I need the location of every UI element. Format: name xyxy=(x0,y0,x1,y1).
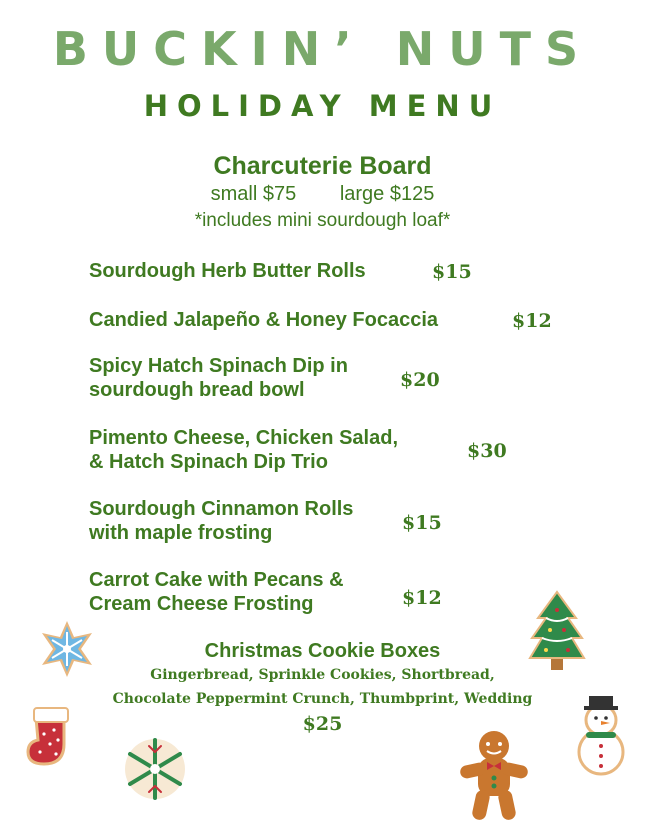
menu-item xyxy=(89,426,398,474)
item-price: $12 xyxy=(402,587,442,609)
charcuterie-section xyxy=(0,152,645,232)
charcuterie-small-price: small $75 xyxy=(210,183,297,205)
charcuterie-note: *includes mini sourdough loaf* xyxy=(194,210,451,231)
cookie-box-title: Christmas Cookie Boxes xyxy=(204,640,441,662)
item-name xyxy=(89,568,344,616)
charcuterie-prices xyxy=(0,183,645,206)
charcuterie-large-price: large $125 xyxy=(339,183,435,205)
menu-item xyxy=(89,259,366,283)
christmas-tree-cookie-icon xyxy=(528,588,586,674)
item-price: $15 xyxy=(402,512,442,534)
menu-item xyxy=(89,354,348,402)
cookie-box-price: $25 xyxy=(302,713,343,735)
stocking-cookie-icon xyxy=(22,704,84,770)
menu-item xyxy=(89,568,344,616)
item-name-line: Cream Cheese Frosting xyxy=(89,593,314,615)
menu-item xyxy=(89,497,353,545)
item-price: $20 xyxy=(400,369,440,391)
cookie-box-line: Chocolate Peppermint Crunch, Thumbprint, Wedding xyxy=(112,691,533,707)
item-name-line: sourdough bread bowl xyxy=(89,379,305,401)
item-name xyxy=(89,354,348,402)
item-name xyxy=(89,426,398,474)
charcuterie-title: Charcuterie Board xyxy=(213,152,432,180)
menu-item xyxy=(89,308,438,332)
item-name-line: & Hatch Spinach Dip Trio xyxy=(89,451,328,473)
item-name-line: Candied Jalapeño & Honey Focaccia xyxy=(89,309,438,331)
item-price: $12 xyxy=(512,310,552,332)
item-name-line: Pimento Cheese, Chicken Salad, xyxy=(89,427,398,449)
item-name xyxy=(89,308,438,332)
item-name-line: Spicy Hatch Spinach Dip in xyxy=(89,355,348,377)
gingerbread-man-icon xyxy=(456,728,532,824)
item-name-line: with maple frosting xyxy=(89,522,273,544)
snowflake-green-cookie-icon xyxy=(120,734,190,804)
item-name-line: Sourdough Herb Butter Rolls xyxy=(89,260,366,282)
menu-subtitle: HOLIDAY MENU xyxy=(143,89,502,123)
item-price: $15 xyxy=(432,261,472,283)
brand-title: BUCKIN’ NUTS xyxy=(52,22,593,76)
item-name-line: Sourdough Cinnamon Rolls xyxy=(89,498,354,520)
item-price: $30 xyxy=(467,440,507,462)
cookie-box-line: Gingerbread, Sprinkle Cookies, Shortbread, xyxy=(150,667,495,683)
item-name xyxy=(89,259,366,283)
item-name xyxy=(89,497,353,545)
snowman-cookie-icon xyxy=(572,694,630,778)
item-name-line: Carrot Cake with Pecans & xyxy=(89,569,344,591)
snowflake-cookie-icon xyxy=(36,618,98,680)
